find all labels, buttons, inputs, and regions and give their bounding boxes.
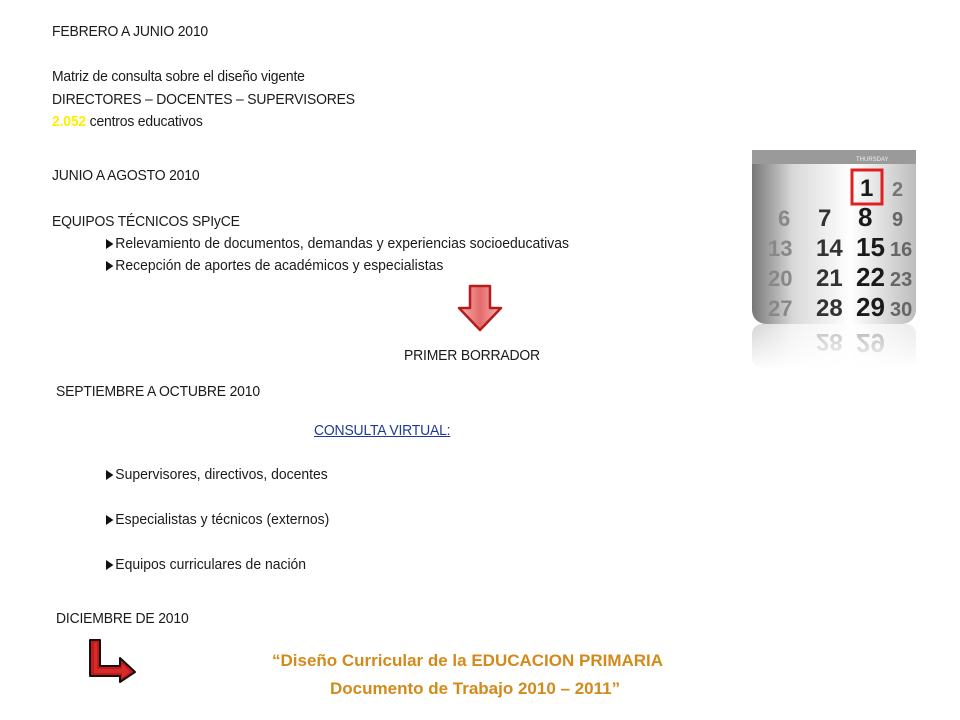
svg-text:THURSDAY: THURSDAY [856, 157, 889, 163]
centers-count: 2.052 [52, 113, 86, 130]
svg-text:14: 14 [816, 235, 843, 262]
centers-line [52, 112, 203, 132]
footer-line-1: “Diseño Curricular de la EDUCACION PRIMARIA [272, 651, 664, 670]
list-item: Relevamiento de documentos, demandas y experiencias socioeducativas [106, 234, 569, 254]
bent-arrow-icon [86, 636, 138, 684]
virtual-consult-link[interactable]: CONSULTA VIRTUAL: [314, 422, 451, 439]
svg-text:7: 7 [818, 205, 832, 232]
svg-text:9: 9 [892, 209, 904, 231]
bullet-arrow-icon [106, 470, 113, 480]
list-item: Especialistas y técnicos (externos) [106, 510, 329, 530]
down-arrow-icon [456, 284, 504, 332]
draft-label: PRIMER BORRADOR [404, 347, 540, 364]
svg-text:1: 1 [860, 175, 874, 202]
bullet-arrow-icon [106, 560, 113, 570]
svg-text:20: 20 [768, 266, 793, 291]
svg-text:13: 13 [768, 236, 793, 261]
svg-text:28: 28 [816, 295, 843, 322]
svg-text:8: 8 [858, 202, 873, 232]
footer-line-2: Documento de Trabajo 2010 – 2011” [330, 679, 621, 698]
bullet-arrow-icon [106, 261, 113, 271]
svg-text:6: 6 [778, 206, 791, 231]
date-dec: DICIEMBRE DE 2010 [56, 610, 189, 627]
matrix-line: Matriz de consulta sobre el diseño vigente [52, 68, 305, 85]
team-line: EQUIPOS TÉCNICOS SPIyCE [52, 213, 240, 230]
date-feb-jun: FEBRERO A JUNIO 2010 [52, 23, 208, 40]
centers-label: centros educativos [85, 113, 203, 130]
calendar-image [752, 150, 916, 370]
svg-text:2: 2 [892, 179, 904, 201]
svg-text:15: 15 [856, 232, 885, 262]
list-item: Recepción de aportes de académicos y especialistas [106, 256, 443, 276]
svg-text:23: 23 [890, 269, 913, 291]
svg-text:27: 27 [768, 296, 793, 321]
svg-text:16: 16 [890, 239, 913, 261]
roles-line: DIRECTORES – DOCENTES – SUPERVISORES [52, 91, 355, 108]
svg-text:29: 29 [856, 292, 885, 322]
bullet-arrow-icon [106, 239, 113, 249]
bullet-arrow-icon [106, 515, 113, 525]
list-item: Supervisores, directivos, docentes [106, 465, 328, 485]
svg-text:30: 30 [890, 299, 913, 321]
svg-text:21: 21 [816, 265, 843, 292]
date-sep-oct: SEPTIEMBRE A OCTUBRE 2010 [56, 383, 260, 400]
list-item: Equipos curriculares de nación [106, 555, 306, 575]
svg-text:22: 22 [856, 262, 885, 292]
date-jun-aug: JUNIO A AGOSTO 2010 [52, 167, 200, 184]
